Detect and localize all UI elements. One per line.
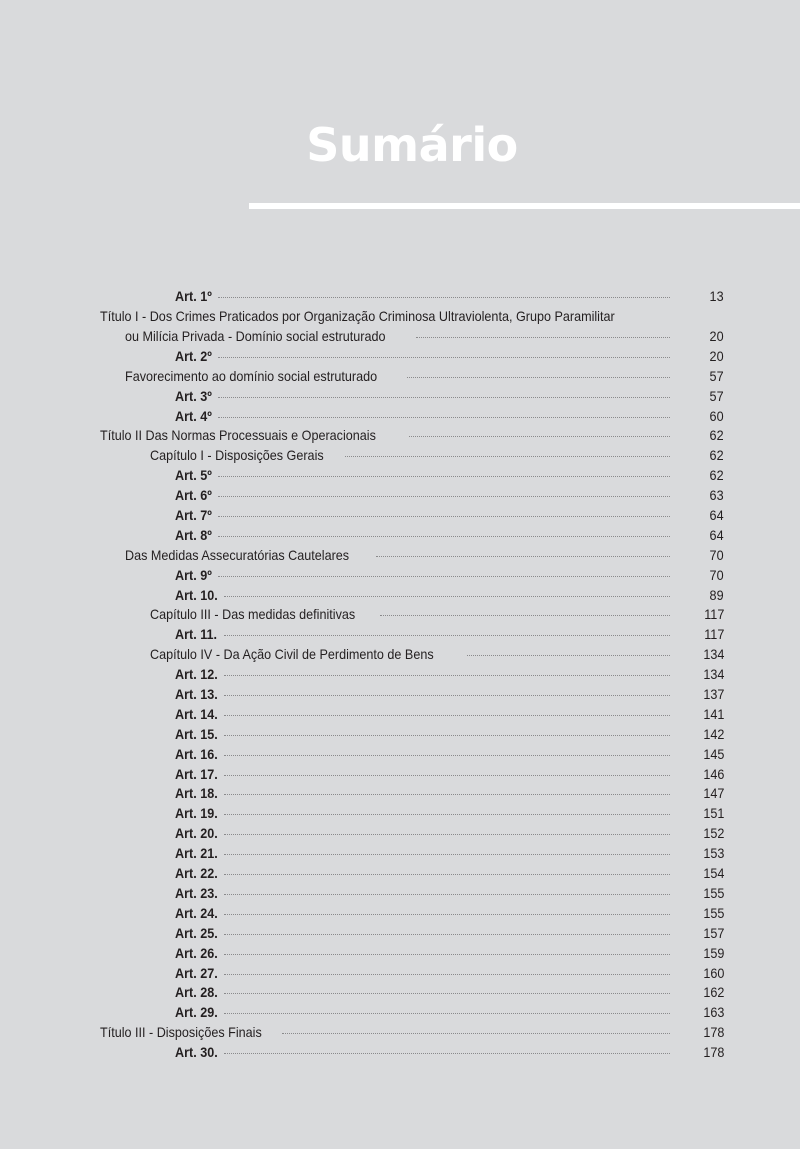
dot-leader (224, 934, 670, 935)
toc-entry-label: Art. 23. (175, 884, 218, 901)
toc-entry-page-number: 64 (709, 507, 724, 524)
toc-entry[interactable] (0, 844, 800, 864)
toc-entry[interactable] (0, 407, 800, 427)
toc-entry-page-number: 145 (702, 745, 724, 762)
toc-entry-page-number: 141 (702, 705, 724, 722)
toc-entry-label: Favorecimento ao domínio social estruturado (125, 367, 378, 384)
toc-entry[interactable] (0, 884, 800, 904)
dot-leader (380, 615, 670, 616)
dot-leader (218, 357, 670, 358)
toc-entry-label: Art. 10. (175, 586, 218, 603)
dot-leader (467, 655, 670, 656)
toc-entry-page-number: 20 (709, 347, 724, 364)
toc-entry-page-number: 178 (702, 1044, 724, 1061)
toc-entry-page-number: 57 (709, 387, 724, 404)
dot-leader (376, 556, 670, 557)
toc-entry-page-number: 163 (702, 1004, 724, 1021)
toc-entry[interactable] (0, 924, 800, 944)
toc-entry-label: Art. 1º (175, 288, 212, 304)
dot-leader (407, 377, 670, 378)
toc-entry[interactable] (0, 705, 800, 725)
title-underline (249, 203, 800, 209)
toc-entry[interactable] (0, 426, 800, 446)
toc-entry-label: Art. 9º (175, 566, 212, 583)
toc-entry-label: Art. 21. (175, 845, 218, 862)
toc-entry-label: Art. 28. (175, 984, 218, 1001)
toc-entry-page-number: 134 (702, 666, 724, 683)
toc-entry-label: Capítulo IV - Da Ação Civil de Perdimento de Bens (150, 646, 434, 663)
page-title: Sumário (306, 118, 518, 172)
toc-entry-page-number: 63 (709, 487, 724, 504)
dot-leader (224, 695, 670, 696)
toc-entry-label: Art. 4º (175, 407, 212, 424)
dot-leader (224, 974, 670, 975)
toc-entry-label: Art. 7º (175, 507, 212, 524)
toc-entry[interactable] (0, 983, 800, 1003)
toc-entry-page-number: 60 (709, 407, 724, 424)
toc-entry[interactable] (0, 864, 800, 884)
toc-entry[interactable] (0, 665, 800, 685)
toc-entry[interactable] (0, 466, 800, 486)
toc-entry[interactable] (0, 446, 800, 466)
toc-entry-label: Art. 24. (175, 904, 218, 921)
toc-entry-page-number: 62 (709, 427, 724, 444)
toc-entry[interactable] (0, 645, 800, 665)
toc-entry[interactable] (0, 586, 800, 606)
dot-leader (224, 894, 670, 895)
toc-entry[interactable] (0, 526, 800, 546)
dot-leader (224, 635, 670, 636)
toc-entry-page-number: 159 (702, 944, 724, 961)
toc-entry-page-number: 117 (703, 606, 724, 623)
toc-entry[interactable] (0, 506, 800, 526)
toc-entry-label: Art. 16. (175, 745, 218, 762)
toc-entry-page-number: 162 (702, 984, 724, 1001)
toc-entry[interactable] (0, 605, 800, 625)
dot-leader (218, 397, 670, 398)
dot-leader (224, 914, 670, 915)
dot-leader (224, 755, 670, 756)
toc-entry-page-number: 57 (709, 367, 724, 384)
toc-entry-page-number: 134 (702, 646, 724, 663)
toc-entry-page-number: 153 (702, 845, 724, 862)
dot-leader (224, 735, 670, 736)
dot-leader (224, 954, 670, 955)
toc-entry-page-number: 154 (702, 865, 724, 882)
toc-entry-label: Art. 11. (175, 626, 218, 643)
toc-entry[interactable] (0, 546, 800, 566)
dot-leader (218, 297, 670, 298)
toc-entry-page-number: 160 (702, 964, 724, 981)
toc-entry-label: Art. 25. (175, 924, 218, 941)
table-of-contents (0, 287, 800, 1063)
dot-leader (224, 794, 670, 795)
dot-leader (224, 834, 670, 835)
dot-leader (218, 476, 670, 477)
dot-leader (416, 337, 670, 338)
dot-leader (224, 993, 670, 994)
toc-entry[interactable] (0, 486, 800, 506)
dot-leader (282, 1033, 670, 1034)
toc-entry-page-number: 151 (702, 805, 724, 822)
toc-entry[interactable] (0, 307, 800, 347)
toc-entry[interactable] (0, 566, 800, 586)
toc-entry-label: Art. 3º (175, 387, 212, 404)
toc-entry[interactable] (0, 944, 800, 964)
toc-entry-label: Art. 19. (175, 805, 218, 822)
toc-entry-label: Art. 27. (175, 964, 218, 981)
toc-entry-label: Capítulo I - Disposições Gerais (150, 447, 324, 464)
dot-leader (218, 516, 670, 517)
toc-entry-label: Título II Das Normas Processuais e Operacionais (100, 427, 376, 444)
toc-entry[interactable] (0, 824, 800, 844)
toc-entry[interactable] (0, 784, 800, 804)
toc-entry-label: Art. 15. (175, 725, 218, 742)
toc-entry-label: ou Milícia Privada - Domínio social estruturado (125, 327, 386, 344)
dot-leader (409, 436, 670, 437)
toc-entry-page-number: 157 (702, 924, 724, 941)
dot-leader (218, 536, 670, 537)
dot-leader (218, 417, 670, 418)
toc-entry[interactable] (0, 685, 800, 705)
toc-entry-label: Título III - Disposições Finais (100, 1024, 262, 1041)
toc-entry[interactable] (0, 804, 800, 824)
toc-entry-label: Das Medidas Assecuratórias Cautelares (125, 546, 350, 563)
dot-leader (224, 596, 670, 597)
toc-entry-label: Art. 5º (175, 467, 212, 484)
toc-entry-page-number: 13 (709, 288, 724, 304)
toc-entry-page-number: 155 (702, 884, 724, 901)
dot-leader (345, 456, 670, 457)
toc-entry-label: Art. 14. (175, 705, 218, 722)
toc-entry[interactable] (0, 904, 800, 924)
toc-entry-label: Art. 12. (175, 666, 218, 683)
toc-entry-label: Art. 18. (175, 785, 218, 802)
toc-entry[interactable] (0, 1003, 800, 1023)
toc-entry-label: Art. 2º (175, 347, 212, 364)
toc-entry-page-number: 142 (702, 725, 724, 742)
toc-entry-label: Art. 30. (175, 1044, 218, 1061)
toc-entry-page-number: 155 (702, 904, 724, 921)
toc-entry[interactable] (0, 765, 800, 785)
dot-leader (224, 814, 670, 815)
toc-entry[interactable] (0, 1023, 800, 1043)
toc-entry[interactable] (0, 287, 800, 307)
dot-leader (224, 1013, 670, 1014)
toc-entry[interactable] (0, 725, 800, 745)
dot-leader (218, 576, 670, 577)
dot-leader (218, 496, 670, 497)
toc-entry-page-number: 89 (709, 586, 724, 603)
toc-entry-page-number: 64 (709, 526, 724, 543)
toc-entry[interactable] (0, 745, 800, 765)
toc-entry-page-number: 62 (709, 447, 724, 464)
dot-leader (224, 1053, 670, 1054)
dot-leader (224, 874, 670, 875)
dot-leader (224, 854, 670, 855)
toc-entry-page-number: 70 (709, 566, 724, 583)
toc-entry[interactable] (0, 964, 800, 984)
dot-leader (224, 675, 670, 676)
toc-entry-page-number: 70 (709, 546, 724, 563)
toc-entry[interactable] (0, 1043, 800, 1063)
toc-entry-label: Art. 26. (175, 944, 218, 961)
toc-entry-label: Capítulo III - Das medidas definitivas (150, 606, 356, 623)
toc-entry-page-number: 137 (702, 686, 724, 703)
dot-leader (224, 775, 670, 776)
toc-entry-page-number: 117 (703, 626, 724, 643)
toc-entry-label: Art. 22. (175, 865, 218, 882)
toc-entry[interactable] (0, 387, 800, 407)
toc-entry-page-number: 62 (709, 467, 724, 484)
toc-entry-page-number: 152 (702, 825, 724, 842)
toc-entry-page-number: 178 (702, 1024, 724, 1041)
toc-entry-page-number: 146 (702, 765, 724, 782)
toc-entry-page-number: 147 (702, 785, 724, 802)
toc-entry-label: Art. 29. (175, 1004, 218, 1021)
dot-leader (224, 715, 670, 716)
toc-entry[interactable] (0, 625, 800, 645)
toc-entry-label: Art. 17. (175, 765, 218, 782)
toc-entry-label: Art. 13. (175, 686, 218, 703)
toc-entry[interactable] (0, 347, 800, 367)
toc-entry[interactable] (0, 367, 800, 387)
toc-entry-label: Art. 20. (175, 825, 218, 842)
toc-entry-label: Art. 6º (175, 487, 212, 504)
toc-entry-page-number: 20 (709, 327, 724, 344)
toc-entry-heading: Título I - Dos Crimes Praticados por Organização Criminosa Ultraviolenta, Grupo Paramilitar (100, 307, 615, 324)
toc-entry-label: Art. 8º (175, 526, 212, 543)
